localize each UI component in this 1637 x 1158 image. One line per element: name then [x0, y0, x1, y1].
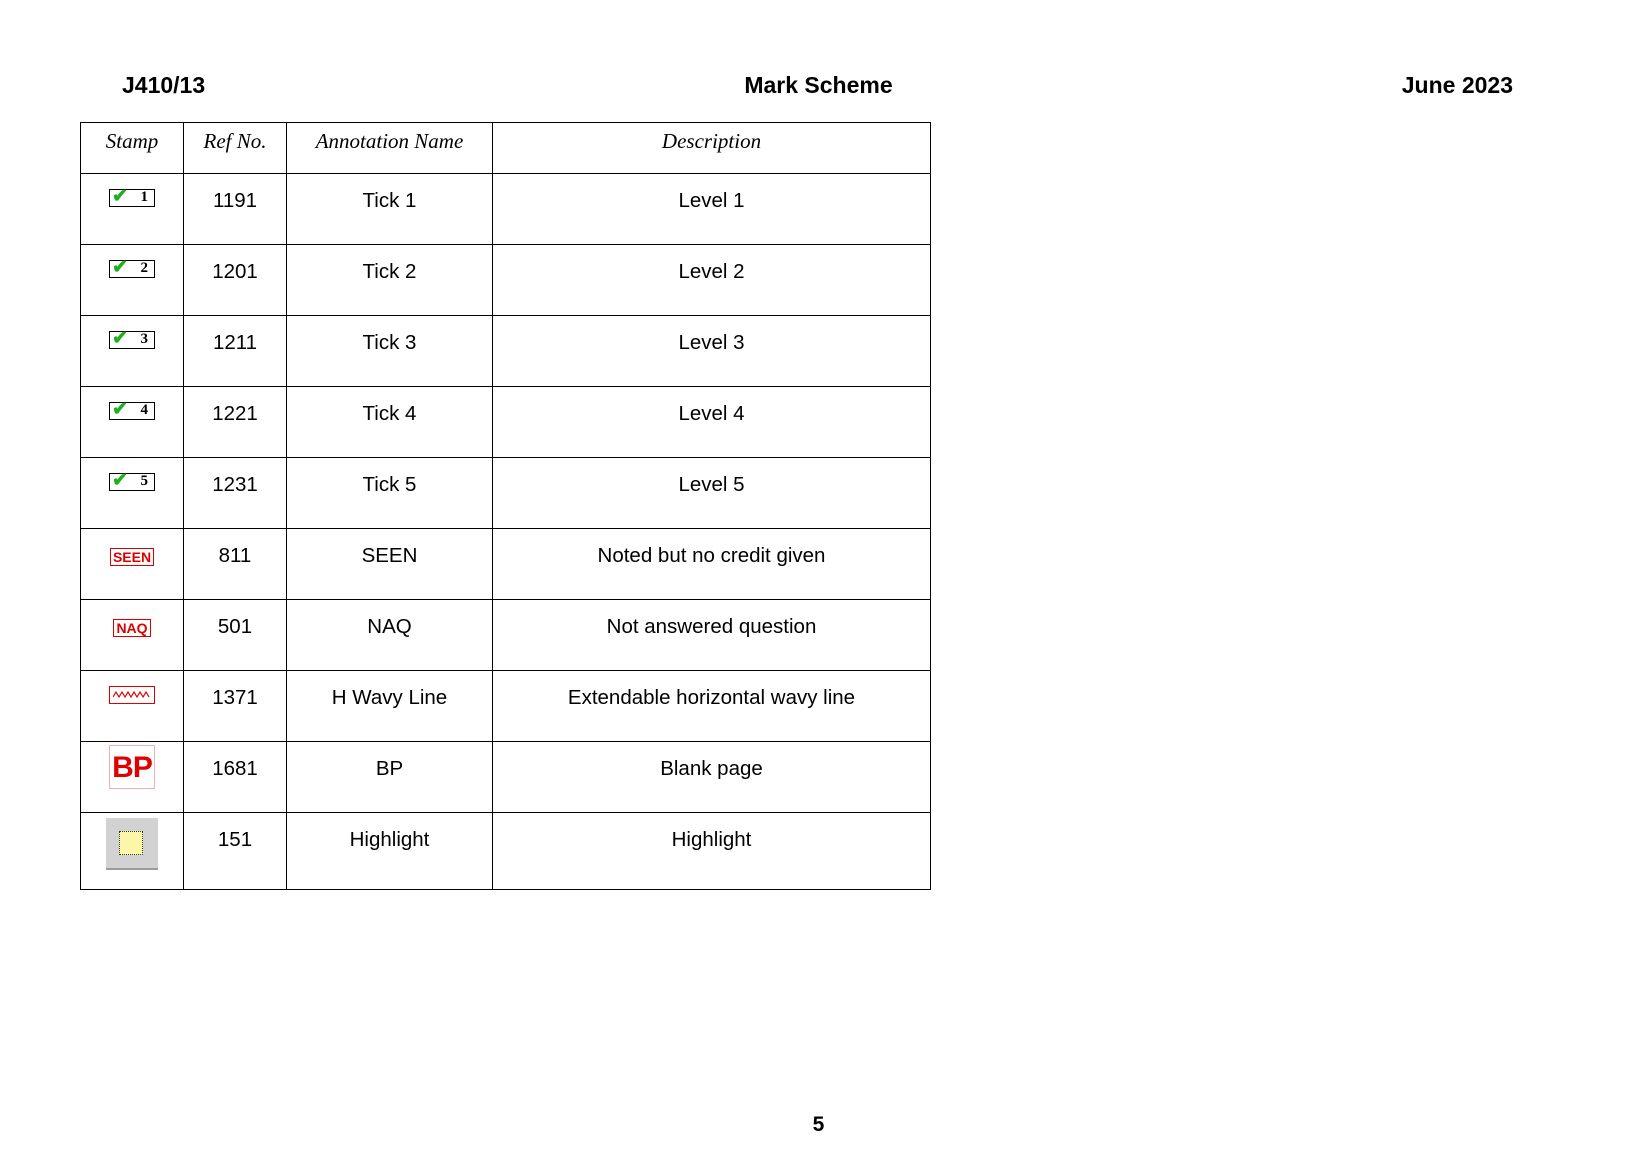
table-row [81, 813, 931, 890]
stamp-number: 3 [140, 331, 148, 347]
naq-stamp-icon: NAQ [113, 619, 150, 637]
description-cell: Level 1 [493, 174, 931, 245]
stamp-cell [81, 742, 184, 813]
highlight-stamp-icon [106, 818, 158, 870]
table-row [81, 458, 931, 529]
stamp-cell [81, 529, 184, 600]
description-cell: Level 5 [493, 458, 931, 529]
description-cell: Highlight [493, 813, 931, 890]
checkmark-icon: ✔ [112, 328, 128, 349]
ref-no-cell: 1191 [184, 174, 287, 245]
description-cell: Level 4 [493, 387, 931, 458]
annotation-name-cell: Highlight [287, 813, 493, 890]
ref-no-cell: 811 [184, 529, 287, 600]
annotation-name-cell: Tick 4 [287, 387, 493, 458]
wavy-line-stamp-icon [109, 686, 155, 704]
description-cell: Not answered question [493, 600, 931, 671]
checkmark-icon: ✔ [112, 257, 128, 278]
ref-no-cell: 1681 [184, 742, 287, 813]
annotation-name-cell: Tick 2 [287, 245, 493, 316]
document-title: Mark Scheme [744, 72, 893, 98]
stamp-number: 4 [140, 402, 148, 418]
ref-no-cell: 1221 [184, 387, 287, 458]
ref-no-cell: 1201 [184, 245, 287, 316]
document-date: June 2023 [1401, 72, 1513, 98]
description-cell: Level 2 [493, 245, 931, 316]
highlight-box-icon [119, 831, 143, 855]
table-row [81, 387, 931, 458]
annotation-name-cell: H Wavy Line [287, 671, 493, 742]
description-cell: Level 3 [493, 316, 931, 387]
stamp-cell [81, 174, 184, 245]
stamp-cell [81, 600, 184, 671]
column-header-stamp: Stamp [81, 123, 184, 174]
column-header-annotation-name: Annotation Name [287, 123, 493, 174]
page-number: 5 [812, 1113, 825, 1136]
annotation-table [80, 122, 931, 890]
checkmark-icon: ✔ [112, 470, 128, 491]
annotation-name-cell: Tick 3 [287, 316, 493, 387]
annotation-name-cell: Tick 5 [287, 458, 493, 529]
table-header-row [81, 123, 931, 174]
table-row [81, 742, 931, 813]
annotation-name-cell: SEEN [287, 529, 493, 600]
tick-3-stamp-icon [109, 328, 155, 349]
description-cell: Noted but no credit given [493, 529, 931, 600]
table-row [81, 600, 931, 671]
ref-no-cell: 1371 [184, 671, 287, 742]
stamp-cell [81, 245, 184, 316]
stamp-number: 1 [140, 189, 148, 205]
annotation-name-cell: BP [287, 742, 493, 813]
checkmark-icon: ✔ [112, 399, 128, 420]
column-header-ref-no: Ref No. [184, 123, 287, 174]
annotation-name-cell: Tick 1 [287, 174, 493, 245]
stamp-cell [81, 458, 184, 529]
column-header-description: Description [493, 123, 931, 174]
stamp-cell [81, 316, 184, 387]
checkmark-icon: ✔ [112, 186, 128, 207]
stamp-number: 2 [140, 260, 148, 276]
stamp-cell [81, 671, 184, 742]
tick-5-stamp-icon [109, 470, 155, 491]
ref-no-cell: 1211 [184, 316, 287, 387]
ref-no-cell: 1231 [184, 458, 287, 529]
table-row [81, 245, 931, 316]
table-row [81, 316, 931, 387]
tick-2-stamp-icon [109, 257, 155, 278]
tick-1-stamp-icon [109, 186, 155, 207]
stamp-cell [81, 813, 184, 890]
description-cell: Extendable horizontal wavy line [493, 671, 931, 742]
table-row [81, 671, 931, 742]
stamp-number: 5 [140, 473, 148, 489]
table-row [81, 174, 931, 245]
document-code: J410/13 [122, 72, 206, 98]
description-cell: Blank page [493, 742, 931, 813]
table-row [81, 529, 931, 600]
blank-page-stamp-icon: BP [109, 745, 155, 789]
ref-no-cell: 501 [184, 600, 287, 671]
stamp-cell [81, 387, 184, 458]
tick-4-stamp-icon [109, 399, 155, 420]
annotation-name-cell: NAQ [287, 600, 493, 671]
seen-stamp-icon: SEEN [110, 548, 154, 566]
ref-no-cell: 151 [184, 813, 287, 890]
table-body [81, 174, 931, 890]
